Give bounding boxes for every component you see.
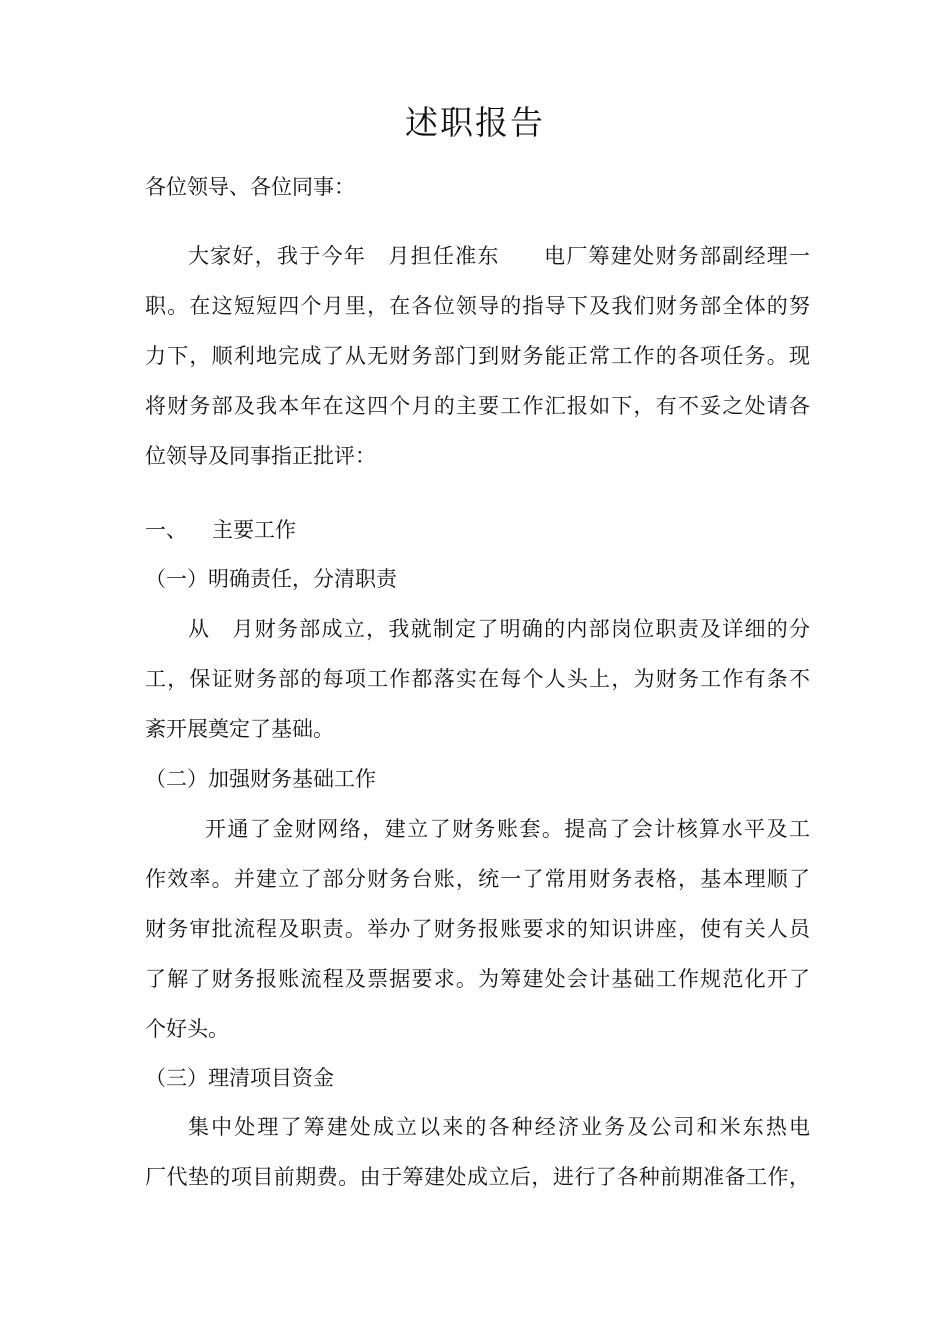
intro-line-3: 力下，顺利地完成了从无财务部门到财务能正常工作的各项任务。现 [145,344,810,368]
sub2-line-2: 作效率。并建立了部分财务台账，统一了常用财务表格，基本理顺了 [145,867,810,891]
subsection-heading-2: （二）加强财务基础工作 [145,767,376,791]
intro-line-5: 位领导及同事指正批评： [145,444,376,468]
section-number: 一、 [145,518,187,542]
sub3-line-1: 集中处理了筹建处成立以来的各种经济业务及公司和米东热电 [188,1115,810,1139]
sub1-line-3: 紊开展奠定了基础。 [145,717,334,741]
subsection-heading-1: （一）明确责任，分清职责 [145,567,397,591]
section-heading: 主要工作 [212,518,296,542]
intro-line-2: 职。在这短短四个月里，在各位领导的指导下及我们财务部全体的努 [145,294,810,318]
subsection-heading-3: （三）理清项目资金 [145,1066,334,1090]
salutation: 各位领导、各位同事： [145,175,355,199]
sub2-line-4: 了解了财务报账流程及票据要求。为筹建处会计基础工作规范化开了 [145,967,810,991]
sub3-line-2: 厂代垫的项目前期费。由于筹建处成立后，进行了各种前期准备工作， [145,1165,810,1189]
sub1-line-2: 工，保证财务部的每项工作都落实在每个人头上，为财务工作有条不 [145,667,810,691]
intro-line-1: 大家好，我于今年 月担任准东 电厂筹建处财务部副经理一 [188,244,810,268]
sub2-line-5: 个好头。 [145,1017,229,1041]
intro-line-4: 将财务部及我本年在这四个月的主要工作汇报如下，有不妥之处请各 [145,394,810,418]
document-title: 述职报告 [405,103,545,142]
sub2-line-3: 财务审批流程及职责。举办了财务报账要求的知识讲座，使有关人员 [145,917,810,941]
sub2-line-1: 开通了金财网络，建立了财务账套。提高了会计核算水平及工 [205,817,810,841]
sub1-line-1: 从 月财务部成立，我就制定了明确的内部岗位职责及详细的分 [188,617,810,641]
